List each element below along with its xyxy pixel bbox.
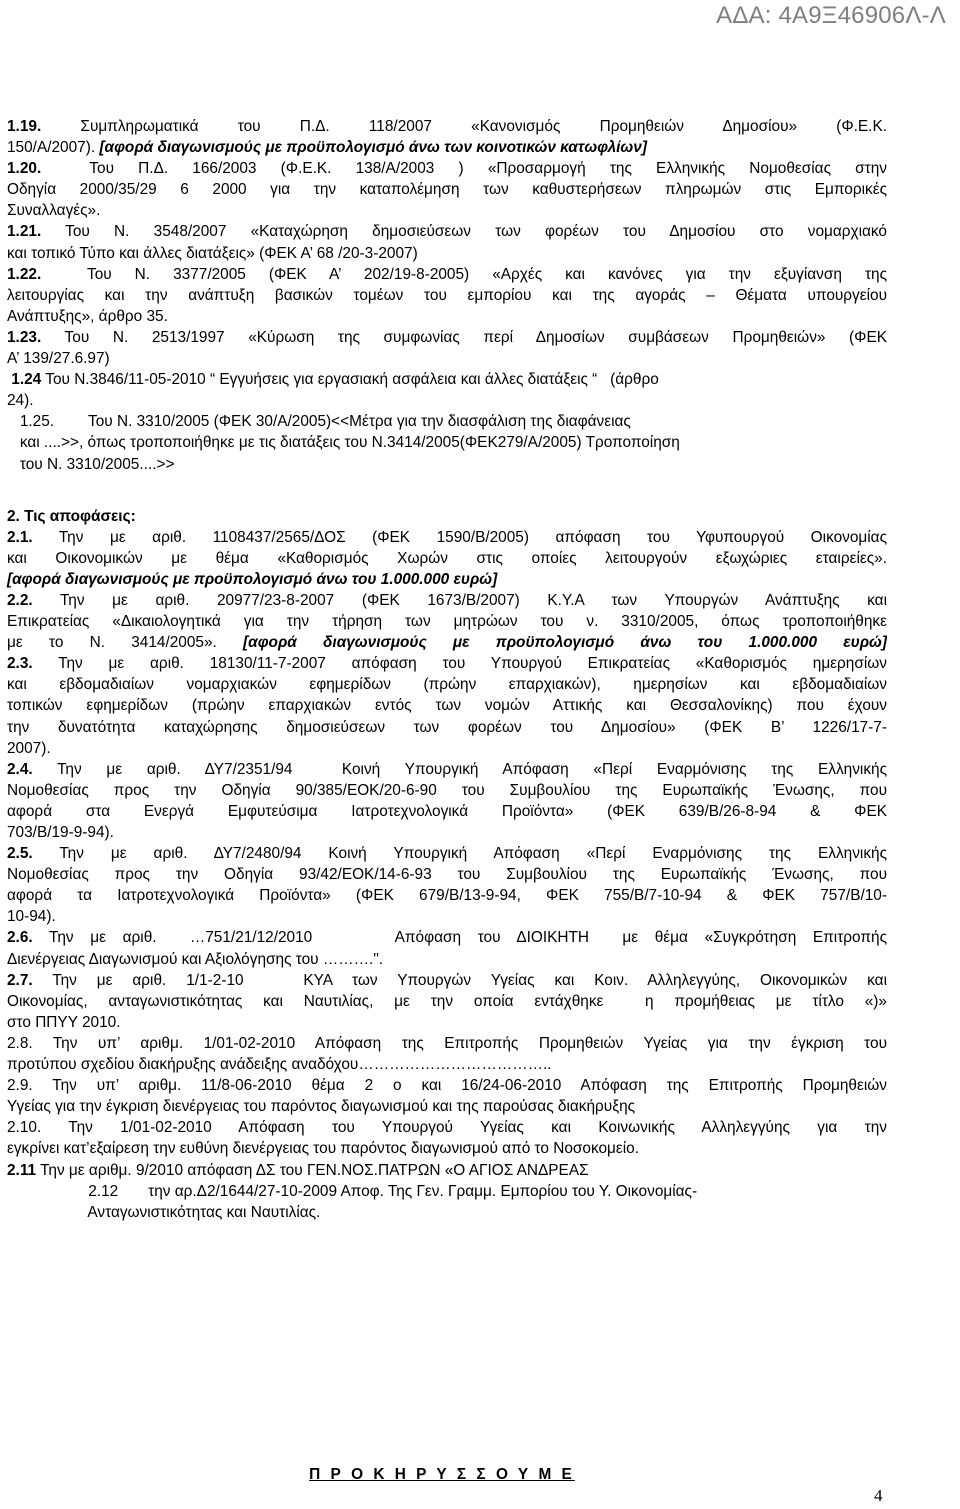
emphasis-text: 1.23. [7, 328, 42, 346]
text-line [7, 327, 887, 348]
text-line [7, 1181, 887, 1202]
body-text: την δυνατότητα καταχώρησης δημοσιεύσεων των φορέων του Δημοσίου» (ΦΕΚ Β’ 1226/17-7- [7, 718, 887, 736]
spacer [7, 475, 887, 485]
body-text: προτύπου σχεδίου διακήρυξης ανάδειξης αναδόχου……………………………….. [7, 1056, 552, 1074]
text-line [7, 1096, 887, 1117]
text-line [7, 158, 887, 179]
text-line [7, 611, 887, 632]
text-line [7, 1202, 887, 1223]
body-text: 24). [7, 392, 34, 410]
text-line [7, 264, 887, 285]
body-text: 10-94). [7, 908, 56, 926]
body-text: και τοπικό Τύπο και άλλες διατάξεις» (ΦΕΚ Α’ 68 /20-3-2007) [7, 244, 418, 262]
body-text: στο ΠΠΥΥ 2010. [7, 1013, 121, 1031]
body-text: Την με αριθ. ΔΥ7/2480/94 Κοινή Υπουργική Απόφαση «Περί Εναρμόνισης της Ελληνικής [32, 845, 887, 863]
body-text: Συμπληρωματικά του Π.Δ. 118/2007 «Κανονισμός Προμηθειών Δημοσίου» (Φ.Ε.Κ. [41, 118, 887, 135]
text-line [7, 885, 887, 906]
text-line [7, 411, 887, 432]
text-line [7, 991, 887, 1012]
body-text: Ανταγωνιστικότητας και Ναυτιλίας. [7, 1203, 321, 1221]
emphasis-text: 2.11 [7, 1161, 37, 1179]
body-text: 2.10. Την 1/01-02-2010 Απόφαση του Υπουργού Υγείας και Κοινωνικής Αλληλεγγύης για την [7, 1119, 887, 1137]
text-line [7, 348, 887, 369]
body-text: αφορά στα Ενεργά Εμφυτεύσιμα Ιατροτεχνολογικά Προϊόντα» (ΦΕΚ 639/Β/26-8-94 & ΦΕΚ [7, 802, 887, 820]
body-text: Του Ν. 3377/2005 (ΦΕΚ Α’ 202/19-8-2005) «Αρχές και κανόνες για την εξυγίανση της [41, 265, 887, 283]
body-text: λειτουργίας και την ανάπτυξη βασικών τομέων του εμπορίου και της αγοράς – Θέματα υπουργείου [7, 286, 887, 304]
body-text: Οδηγία 2000/35/29 6 2000 για την καταπολέμηση των καθυστερήσεων πληρωμών στις Εμπορικές [7, 181, 887, 199]
text-line [7, 906, 887, 927]
emphasis-text: 1.19. [7, 118, 42, 135]
text-line [7, 1075, 887, 1096]
page-number: 4 [874, 1486, 883, 1505]
body-text: 1.25. Του Ν. 3310/2005 (ΦΕΚ 30/Α/2005)<<Μέτρα για την διασφάλιση της διαφάνειας [7, 413, 631, 431]
text-line [7, 1160, 887, 1181]
emphasis-text: 2.6. [7, 929, 33, 947]
emphasis-text: 1.22. [7, 265, 42, 283]
body-text: Την με αριθ. 1/1-2-10 ΚΥΑ των Υπουργών Υγείας και Κοιν. Αλληλεγγύης, Οικονομικών και [32, 971, 887, 989]
text-line [7, 653, 887, 674]
text-line [7, 801, 887, 822]
text-line [7, 738, 887, 759]
text-line [7, 632, 887, 653]
body-text: Νομοθεσίας προς την Οδηγία 90/385/ΕΟΚ/20-6-90 του Συμβουλίου της Ευρωπαϊκής Ένωσης, που [7, 781, 887, 799]
section-heading: 2. Τις αποφάσεις: [7, 507, 136, 525]
legislation-list [7, 116, 887, 475]
announcement-title: Π Ρ Ο Κ Η Ρ Υ Σ Σ Ο Υ Μ Ε [309, 1466, 575, 1483]
emphasis-text: [αφορά διαγωνισμούς με προϋπολογισμό άνω του 1.000.000 ευρώ] [7, 570, 498, 588]
emphasis-text: 1.24 [7, 371, 42, 389]
text-line [7, 674, 887, 695]
body-text: Οικονομίας, ανταγωνιστικότητας και Ναυτιλίας, με την οποία εντάχθηκε η προμήθειας με τίτλο «)» [7, 992, 887, 1010]
body-text: Του Ν. 3548/2007 «Καταχώρηση δημοσιεύσεων των φορέων του Δημοσίου στο νομαρχιακό [41, 223, 887, 241]
body-text: Υγείας για την έγκριση διενέργειας του παρόντος διαγωνισμού και της παρούσας διακήρυξης [7, 1098, 636, 1116]
emphasis-text: 2.4. [7, 760, 33, 778]
text-line [7, 369, 887, 390]
text-line [7, 717, 887, 738]
text-line [7, 137, 887, 158]
text-line [7, 306, 887, 327]
body-text: Του Ν.3846/11-05-2010 “ Εγγυήσεις για εργασιακή ασφάλεια και άλλες διατάξεις “ (άρθρο [41, 371, 659, 389]
body-text: 703/Β/19-9-94). [7, 824, 114, 841]
text-line [7, 780, 887, 801]
body-text: 2007). [7, 739, 51, 757]
body-text: και ....>>, όπως τροποποιήθηκε με τις διατάξεις του Ν.3414/2005(ΦΕΚ279/Α/2005) Τροποποίηση [7, 434, 680, 452]
body-text: εγκρίνει κατ’εξαίρεση την ευθύνη διενέργειας του παρόντος διαγωνισμού από το Νοσοκομείο. [7, 1140, 640, 1158]
body-text: και εβδομαδιαίων νομαρχιακών εφημερίδων (πρώην επαρχιακών), ημερησίων και εβδομαδιαίων [7, 676, 887, 694]
text-line [7, 759, 887, 780]
text-line [7, 590, 887, 611]
body-text: Την με αριθ. 18130/11-7-2007 απόφαση του Υπουργού Επικρατείας «Καθορισμός ημερησίων [32, 655, 887, 673]
text-line [7, 243, 887, 264]
text-line [7, 454, 887, 475]
text-line [7, 822, 887, 843]
text-line [7, 1033, 887, 1054]
text-line [7, 1012, 887, 1033]
text-line [7, 527, 887, 548]
text-line [7, 569, 887, 590]
body-text: Την με αριθ. …751/21/12/2010 Απόφαση του ΔΙΟΙΚΗΤΗ με θέμα «Συγκρότηση Επιτροπής [32, 929, 887, 947]
body-text: Την με αριθ. ΔΥ7/2351/94 Κοινή Υπουργική Απόφαση «Περί Εναρμόνισης της Ελληνικής [32, 760, 887, 778]
body-text: Α’ 139/27.6.97) [7, 350, 110, 368]
body-text: Ανάπτυξης», άρθρο 35. [7, 307, 168, 325]
text-line [7, 548, 887, 569]
text-line [7, 116, 887, 137]
body-text: 2.8. Την υπ’ αριθμ. 1/01-02-2010 Απόφαση της Επιτροπής Προμηθειών Υγείας για την έγκριση του [7, 1034, 887, 1052]
body-text: Την με αριθ. 20977/23-8-2007 (ΦΕΚ 1673/Β/2007) Κ.Υ.Α των Υπουργών Ανάπτυξης και [32, 591, 887, 609]
text-line [7, 927, 887, 948]
decisions-list [7, 527, 887, 1223]
body-text: 2.9. Την υπ’ αριθμ. 11/8-06-2010 θέμα 2 ο και 16/24-06-2010 Απόφαση της Επιτροπής Προμηθειών [7, 1077, 887, 1095]
text-line [7, 864, 887, 885]
emphasis-text: 1.20. [7, 160, 42, 178]
emphasis-text: 1.21. [7, 223, 42, 241]
text-line [7, 695, 887, 716]
body-text: Την με αριθμ. 9/2010 απόφαση ΔΣ του ΓΕΝ.ΝΟΣ.ΠΑΤΡΩΝ «Ο ΑΓΙΟΣ ΑΝΔΡΕΑΣ [36, 1161, 589, 1179]
body-text: Νομοθεσίας προς την Οδηγία 93/42/ΕΟΚ/14-6-93 του Συμβουλίου της Ευρωπαϊκής Ένωσης, που [7, 866, 887, 884]
emphasis-text: [αφορά διαγωνισμούς με προϋπολογισμό άνω των κοινοτικών κατωφλίων] [99, 139, 647, 157]
text-line [7, 179, 887, 200]
text-line [7, 285, 887, 306]
text-line [7, 949, 887, 970]
emphasis-text: 2.3. [7, 655, 33, 673]
text-line [7, 1054, 887, 1075]
body-text: 2.12 την αρ.Δ2/1644/27-10-2009 Αποφ. Της Γεν. Γραμμ. Εμπορίου του Υ. Οικονομίας- [7, 1182, 698, 1200]
document-body [7, 116, 887, 1223]
body-text: Επικρατείας «Δικαιολογητικά για την τήρηση των μητρώων του ν. 3310/2005, όπως τροποποιήθηκε [7, 613, 887, 631]
body-text: Του Ν. 2513/1997 «Κύρωση της συμφωνίας περί Δημοσίων συμβάσεων Προμηθειών» (ΦΕΚ [41, 328, 887, 346]
body-text: Του Π.Δ. 166/2003 (Φ.Ε.Κ. 138/Α/2003 ) «Προσαρμογή της Ελληνικής Νομοθεσίας στην [41, 160, 887, 178]
emphasis-text: 2.5. [7, 845, 33, 863]
text-line [7, 843, 887, 864]
text-line [7, 432, 887, 453]
body-text: και Οικονομικών με θέμα «Καθορισμός Χωρών στις οποίες λειτουργούν εξωχώριες εταιρείες». [7, 549, 887, 567]
body-text: Συναλλαγές». [7, 202, 101, 220]
body-text: Την με αριθ. 1108437/2565/ΔΟΣ (ΦΕΚ 1590/Β/2005) απόφαση του Υφυπουργού Οικονομίας [32, 528, 887, 546]
emphasis-text: 2.7. [7, 971, 33, 989]
text-line [7, 221, 887, 242]
text-line [7, 1138, 887, 1159]
text-line [7, 200, 887, 221]
body-text: με το Ν. 3414/2005». [7, 634, 244, 652]
text-line [7, 970, 887, 991]
text-line [7, 390, 887, 411]
emphasis-text: 2.2. [7, 591, 33, 609]
body-text: αφορά τα Ιατροτεχνολογικά Προϊόντα» (ΦΕΚ 679/Β/13-9-94, ΦΕΚ 755/Β/7-10-94 & ΦΕΚ 757/Β/10- [7, 887, 887, 905]
body-text: του Ν. 3310/2005....>> [7, 455, 175, 473]
text-line [7, 1117, 887, 1138]
body-text: Διενέργειας Διαγωνισμού και Αξιολόγησης του ……….". [7, 950, 384, 968]
body-text: 150/Α/2007). [7, 139, 100, 157]
body-text: τοπικών εφημερίδων (πρώην επαρχιακών εντός των νομών Αττικής και Θεσσαλονίκης) που έχουν [7, 697, 887, 715]
emphasis-text: 2.1. [7, 528, 33, 546]
emphasis-text: [αφορά διαγωνισμούς με προϋπολογισμό άνω του 1.000.000 ευρώ] [243, 634, 887, 652]
ada-code: ΑΔΑ: 4Α9Ξ46906Λ-Λ [716, 2, 946, 29]
